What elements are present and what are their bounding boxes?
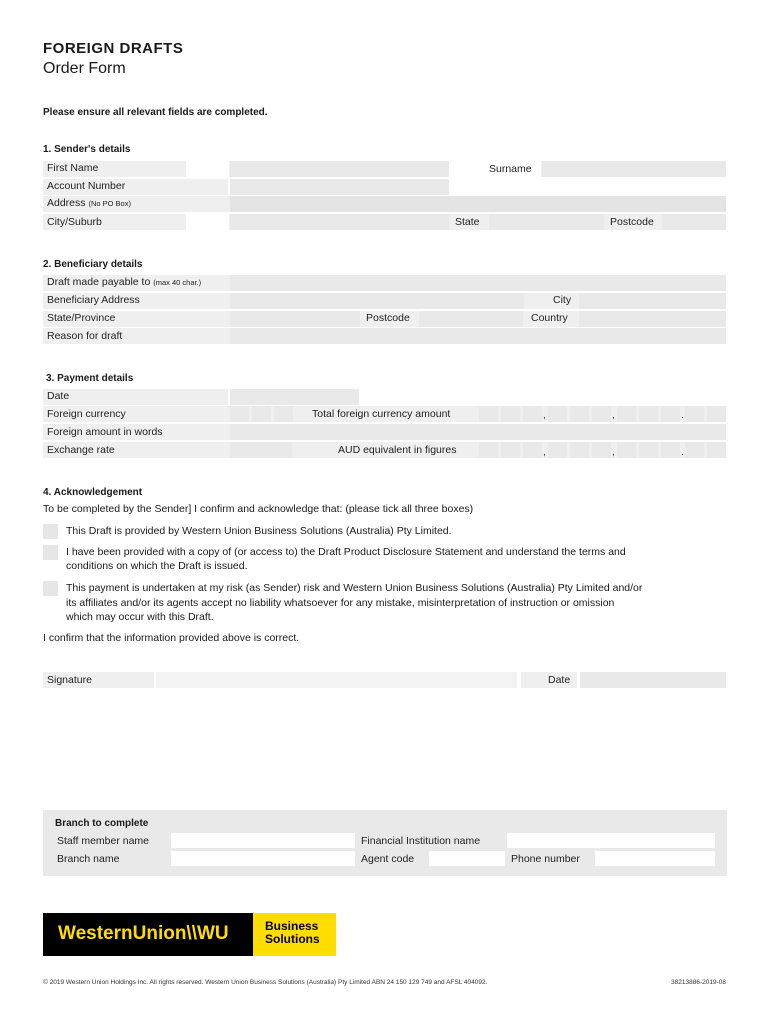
logo-solutions: Solutions (265, 932, 320, 946)
state-province-field[interactable] (230, 311, 360, 327)
total-comma-1: , (543, 410, 546, 421)
aud-comma-1: , (543, 447, 546, 458)
signature-date-field[interactable] (580, 672, 726, 688)
total-digit-2[interactable] (501, 406, 520, 422)
amount-words-field[interactable] (230, 424, 726, 440)
state-label: State (455, 216, 480, 228)
aud-digit-8[interactable] (639, 442, 658, 458)
address-hint: (No PO Box) (88, 199, 131, 208)
aud-digit-1[interactable] (479, 442, 498, 458)
total-digit-1[interactable] (479, 406, 498, 422)
business-solutions-logo (265, 920, 320, 946)
first-name-label: First Name (47, 162, 99, 174)
currency-box-3[interactable] (274, 406, 293, 422)
state-province-label: State/Province (47, 312, 116, 324)
total-digit-8[interactable] (639, 406, 658, 422)
section-2-heading: 2. Beneficiary details (43, 259, 143, 270)
aud-cents-1[interactable] (685, 442, 704, 458)
reason-field[interactable] (230, 328, 726, 344)
total-cents-1[interactable] (685, 406, 704, 422)
currency-box-1[interactable] (230, 406, 249, 422)
ack-checkbox-2[interactable] (43, 545, 58, 560)
reason-label: Reason for draft (47, 330, 123, 342)
ack-item-3-line-2: its affiliates and/or its agents accept no liability whatsoever for any mistake, misinterpretation of instruction or omission (66, 597, 615, 609)
financial-institution-label: Financial Institution name (361, 835, 481, 847)
phone-number-field[interactable] (595, 851, 715, 866)
amount-words-label: Foreign amount in words (47, 426, 163, 438)
staff-member-field[interactable] (171, 833, 355, 848)
postcode-label: Postcode (610, 216, 654, 228)
account-number-label: Account Number (47, 180, 126, 192)
branch-name-field[interactable] (171, 851, 355, 866)
aud-equivalent-label: AUD equivalent in figures (338, 444, 457, 456)
staff-member-label: Staff member name (57, 835, 150, 847)
account-number-field[interactable] (230, 179, 449, 195)
aud-digit-2[interactable] (501, 442, 520, 458)
branch-name-label: Branch name (57, 853, 120, 865)
ack-item-1: This Draft is provided by Western Union Business Solutions (Australia) Pty Limited. (66, 525, 452, 537)
beneficiary-address-field[interactable] (230, 293, 524, 309)
logo-business: Business (265, 919, 319, 933)
aud-digit-5[interactable] (570, 442, 589, 458)
section-3-heading: 3. Payment details (46, 373, 134, 384)
financial-institution-field[interactable] (507, 833, 715, 848)
address-label: Address (No PO Box) (47, 197, 131, 209)
country-label: Country (531, 312, 568, 324)
first-name-field[interactable] (230, 161, 449, 177)
western-union-logo: WesternUnion\\WU (58, 923, 229, 944)
branch-heading: Branch to complete (55, 818, 149, 829)
total-digit-6[interactable] (592, 406, 611, 422)
ack-item-2-line-2: conditions on which the Draft is issued. (66, 560, 248, 572)
beneficiary-address-label: Beneficiary Address (47, 294, 140, 306)
signature-date-label: Date (548, 674, 571, 686)
signature-label: Signature (47, 674, 92, 686)
address-field[interactable] (230, 196, 726, 212)
section-4-heading: 4. Acknowledgement (43, 487, 143, 498)
currency-box-2[interactable] (252, 406, 271, 422)
agent-code-label: Agent code (361, 853, 415, 865)
total-digit-4[interactable] (548, 406, 567, 422)
beneficiary-postcode-field[interactable] (419, 311, 523, 327)
acknowledgement-intro: To be completed by the Sender] I confirm and acknowledge that: (please tick all three boxes) (43, 503, 474, 515)
ack-checkbox-1[interactable] (43, 524, 58, 539)
postcode-field[interactable] (662, 214, 726, 230)
exchange-rate-field[interactable] (230, 442, 292, 458)
aud-digit-9[interactable] (661, 442, 680, 458)
city-suburb-label: City/Suburb (47, 216, 102, 228)
draft-hint: (max 40 char.) (153, 278, 202, 287)
ack-checkbox-3[interactable] (43, 581, 58, 596)
aud-cents-2[interactable] (707, 442, 726, 458)
signature-field[interactable] (156, 672, 517, 688)
foreign-currency-label: Foreign currency (47, 408, 126, 420)
payment-row-1 (43, 389, 228, 405)
country-field[interactable] (579, 311, 726, 327)
ack-item-3-line-3: which may occur with this Draft. (66, 611, 214, 623)
city-field[interactable] (579, 293, 726, 309)
exchange-rate-label: Exchange rate (47, 444, 115, 456)
surname-label: Surname (489, 163, 532, 175)
section-1-heading: 1. Sender's details (43, 144, 131, 155)
ack-item-3-line-1: This payment is undertaken at my risk (as Sender) risk and Western Union Business Solutions (Australia) Pty Limited and/or (66, 582, 643, 594)
total-digit-9[interactable] (661, 406, 680, 422)
confirm-statement: I confirm that the information provided above is correct. (43, 632, 300, 644)
agent-code-field[interactable] (429, 851, 505, 866)
ack-item-2-line-1: I have been provided with a copy of (or access to) the Draft Product Disclosure Statement and understand the terms and (66, 546, 626, 558)
city-label: City (553, 294, 572, 306)
payment-date-field[interactable] (230, 389, 359, 405)
total-cents-2[interactable] (707, 406, 726, 422)
total-comma-2: , (612, 410, 615, 421)
aud-digit-4[interactable] (548, 442, 567, 458)
draft-payable-field[interactable] (230, 275, 726, 291)
beneficiary-postcode-label: Postcode (366, 312, 410, 324)
total-digit-7[interactable] (617, 406, 636, 422)
total-digit-5[interactable] (570, 406, 589, 422)
instruction-note: Please ensure all relevant fields are completed. (43, 107, 268, 118)
aud-digit-6[interactable] (592, 442, 611, 458)
footer-code: 38213886-2019-08 (671, 979, 726, 986)
total-digit-3[interactable] (523, 406, 542, 422)
aud-digit-7[interactable] (617, 442, 636, 458)
city-suburb-field[interactable] (230, 214, 449, 230)
state-field[interactable] (489, 214, 604, 230)
draft-payable-label: Draft made payable to (max 40 char.) (47, 276, 202, 288)
form-title: FOREIGN DRAFTS (43, 40, 184, 57)
footer-copyright: © 2019 Western Union Holdings Inc. All rights reserved. Western Union Business Solutions (Australia) Pty Limited ABN 24 150 129 749 and AFSL 404092. (43, 979, 488, 986)
surname-field[interactable] (542, 161, 726, 177)
phone-number-label: Phone number (511, 853, 580, 865)
aud-digit-3[interactable] (523, 442, 542, 458)
aud-dot: . (681, 447, 684, 458)
payment-date-label: Date (47, 390, 70, 402)
total-foreign-label: Total foreign currency amount (312, 408, 451, 420)
form-subtitle: Order Form (43, 60, 126, 77)
aud-comma-2: , (612, 447, 615, 458)
total-dot: . (681, 410, 684, 421)
